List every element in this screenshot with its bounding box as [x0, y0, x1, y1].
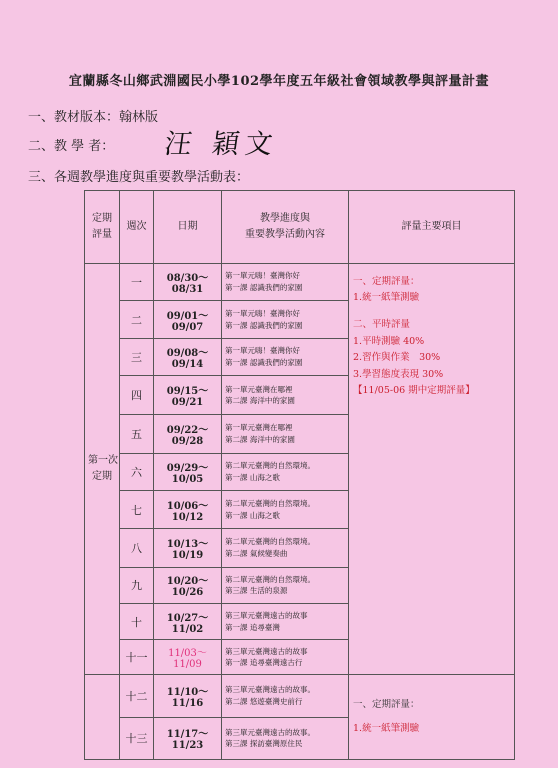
- period-first-exam: 第一次 定期: [85, 263, 120, 675]
- date-cell: 09/08～09/14: [154, 338, 222, 376]
- eval-item: 3.學習態度表現 30%: [353, 368, 444, 380]
- header-content: 教學進度與 重要教學活動內容: [222, 191, 349, 264]
- table-header-row: [85, 191, 515, 264]
- content-cell: 第二單元臺灣的自然環境。 第一課 山海之歌: [222, 453, 349, 491]
- week-cell: 四: [120, 376, 154, 415]
- content-cell: 第一單元嗨！臺灣你好 第一課 認識我們的家園: [222, 338, 349, 376]
- week-cell: 三: [120, 338, 154, 376]
- content-cell: 第二單元臺灣的自然環境。 第一課 山海之歌: [222, 491, 349, 529]
- eval-heading: 二、平時評量: [353, 318, 411, 330]
- date-cell: 09/22～09/28: [154, 415, 222, 454]
- date-cell: 10/13～10/19: [154, 528, 222, 567]
- table-row: [85, 675, 515, 717]
- eval-item: 1.統一紙筆測驗: [353, 723, 420, 735]
- header-date: 日期: [154, 191, 222, 264]
- date-cell: 09/15～09/21: [154, 376, 222, 415]
- eval-item: 2.習作與作業 30%: [353, 352, 441, 364]
- teacher-signature: 汪 穎文: [162, 129, 281, 160]
- week-cell: 九: [120, 567, 154, 603]
- date-cell: 10/27～11/02: [154, 603, 222, 639]
- eval-note: 【11/05-06 期中定期評量】: [353, 385, 475, 397]
- content-cell: 第一單元嗨！臺灣你好 第一課 認識我們的家園: [222, 263, 349, 301]
- section-teacher: 二、教 學 者：: [28, 139, 115, 154]
- content-cell: 第一單元臺灣在哪裡 第二課 海洋中的家園: [222, 415, 349, 454]
- week-cell: 十三: [120, 717, 154, 759]
- date-cell-highlighted: 11/03～11/09: [154, 640, 222, 675]
- header-period: 定期 評量: [85, 191, 120, 264]
- eval-item: 1.統一紙筆測驗: [353, 292, 420, 304]
- schedule-table: [84, 190, 515, 760]
- header-week: 週次: [120, 191, 154, 264]
- content-cell: 第三單元臺灣遠古的故事 第一課 追尋臺灣: [222, 603, 349, 639]
- content-cell: 第二單元臺灣的自然環境。 第三課 生活的泉源: [222, 567, 349, 603]
- header-eval: 評量主要項目: [349, 191, 515, 264]
- date-cell: 10/06～10/12: [154, 491, 222, 529]
- week-cell: 七: [120, 491, 154, 529]
- week-cell: 一: [120, 263, 154, 301]
- date-cell: 08/30～08/31: [154, 263, 222, 301]
- date-cell: 09/01～09/07: [154, 301, 222, 339]
- week-cell: 十一: [120, 640, 154, 675]
- eval-second: [349, 675, 515, 760]
- page-title: 宜蘭縣冬山鄉武淵國民小學102學年度五年級社會領域教學與評量計畫: [68, 74, 490, 89]
- week-cell: 六: [120, 453, 154, 491]
- content-cell: 第二單元臺灣的自然環境。 第二課 氣候變奏曲: [222, 528, 349, 567]
- week-cell: 十二: [120, 675, 154, 717]
- week-cell: 二: [120, 301, 154, 339]
- eval-heading: 一、定期評量：: [353, 698, 420, 710]
- week-cell: 八: [120, 528, 154, 567]
- content-cell: 第一單元臺灣在哪裡 第二課 海洋中的家園: [222, 376, 349, 415]
- content-cell: 第三單元臺灣遠古的故事。 第二課 悠遊臺灣史前行: [222, 675, 349, 717]
- content-cell: 第三單元臺灣遠古的故事 第一課 追尋臺灣遠古行: [222, 640, 349, 675]
- content-cell: 第一單元嗨！臺灣你好 第一課 認識我們的家園: [222, 301, 349, 339]
- table-row: [85, 263, 515, 301]
- date-cell: 10/20～10/26: [154, 567, 222, 603]
- eval-item: 1.平時測驗 40%: [353, 335, 425, 347]
- section-textbook-version: 一、教材版本：翰林版: [28, 110, 159, 125]
- date-cell: 11/17～11/23: [154, 717, 222, 759]
- week-cell: 十: [120, 603, 154, 639]
- week-cell: 五: [120, 415, 154, 454]
- content-cell: 第三單元臺灣遠古的故事。 第三課 探訪臺灣原住民: [222, 717, 349, 759]
- eval-heading: 一、定期評量：: [353, 275, 420, 287]
- eval-first-exam: [349, 263, 515, 675]
- date-cell: 11/10～11/16: [154, 675, 222, 717]
- date-cell: 09/29～10/05: [154, 453, 222, 491]
- section-weekly-schedule: 三、各週教學進度與重要教學活動表：: [28, 170, 250, 185]
- period-second: [85, 675, 120, 760]
